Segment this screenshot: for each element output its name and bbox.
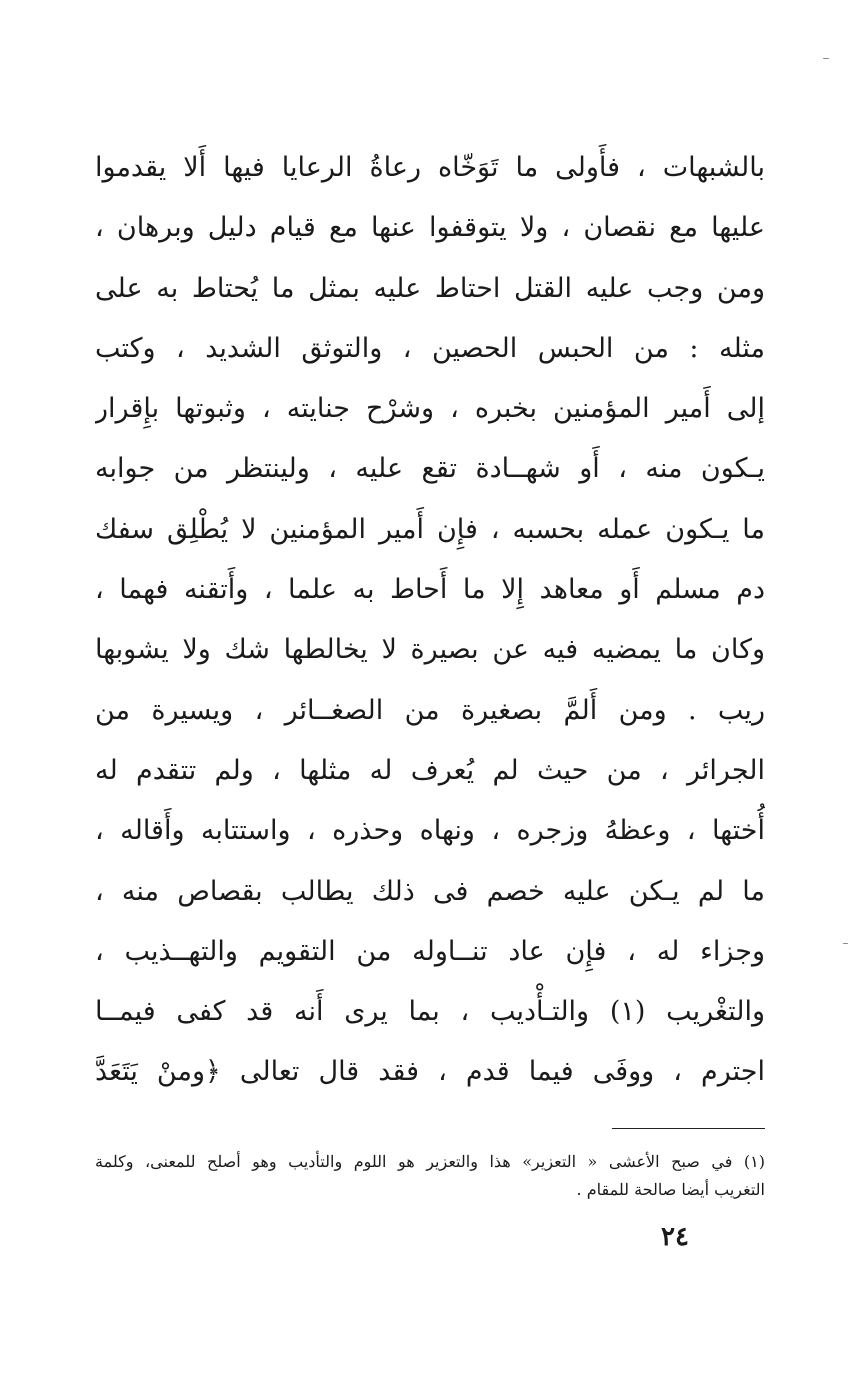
footnote (95, 1148, 765, 1204)
body-line: عليها مع نقصان ، ولا يتوقفوا عنها مع قيام دليل وبرهان ، (95, 212, 765, 244)
body-line: وجزاء له ، فإِن عاد تنــاوله من التقويم والتهــذيب ، (95, 935, 765, 967)
scan-speck (843, 943, 848, 944)
body-line: مثله : من الحبس الحصين ، والتوثق الشديد ، وكتب (95, 332, 765, 364)
body-line: اجترم ، ووفَى فيما قدم ، فقد قال تعالى ﴿ومنْ يَتَعَدَّ (95, 1056, 765, 1088)
footnote-separator (612, 1128, 765, 1129)
body-line: أُختها ، وعظهُ وزجره ، ونهاه وحذره ، واستتابه وأَقاله ، (95, 815, 765, 847)
footnote-line: (١) في صبح الأعشى « التعزير» هذا والتعزير هو اللوم والتأديب وهو أصلح للمعنى، وكلمة (95, 1152, 765, 1171)
body-line: يـكون منه ، أَو شهــادة تقع عليه ، ولينتظر من جوابه (95, 453, 765, 485)
scan-speck (823, 58, 829, 59)
page-number: ٢٤ (661, 1222, 689, 1252)
body-text (95, 138, 765, 1103)
footnote-line: التغريب أيضا صالحة للمقام . (576, 1180, 765, 1199)
body-line: دم مسلم أَو معاهد إِلا ما أَحاط به علما ، وأَتقنه فهما ، (95, 574, 765, 606)
body-line: ما يـكون عمله بحسبه ، فإِن أَمير المؤمنين لا يُطْلِق سفك (95, 513, 765, 545)
body-line: إلى أَمير المؤمنين بخبره ، وشرْح جنايته ، وثبوتها بإِقرار (95, 393, 765, 425)
body-line: وكان ما يمضيه فيه عن بصيرة لا يخالطها شك ولا يشوبها (95, 634, 765, 666)
body-line: بالشبهات ، فأَولى ما تَوَخّاه رعاةُ الرعايا فيها أَلا يقدموا (95, 152, 765, 183)
body-line: ومن وجب عليه القتل احتاط عليه بمثل ما يُحتاط به على (95, 272, 765, 304)
body-line: الجرائر ، من حيث لم يُعرف له مثلها ، ولم تتقدم له (95, 754, 765, 786)
body-line: والتغْريب (١) والتـأْديب ، بما يرى أَنه قد كفى فيمــا (95, 996, 765, 1028)
body-line: ريب . ومن أَلمَّ بصغيرة من الصغــائر ، ويسيرة من (95, 694, 765, 726)
body-line: ما لم يـكن عليه خصم فى ذلك يطالب بقصاص منه ، (95, 875, 765, 907)
